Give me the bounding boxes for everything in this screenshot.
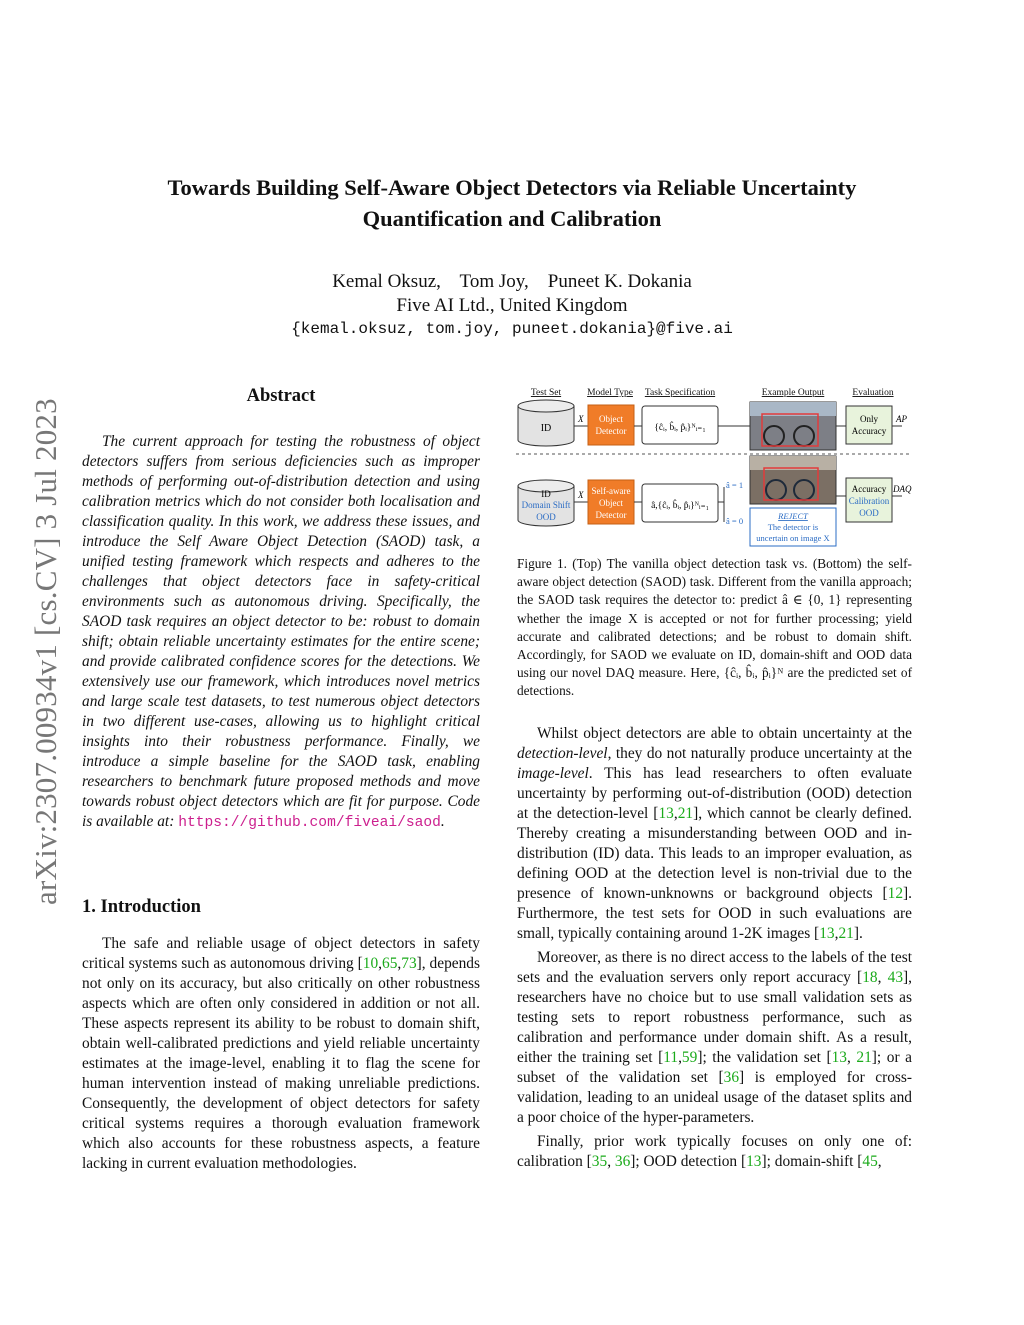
- x-label: X: [578, 490, 584, 500]
- bottom-task-formula: â,{ĉᵢ, b̂ᵢ, p̂ᵢ}ᴺᵢ₌₁: [651, 501, 709, 511]
- citation[interactable]: 65: [382, 955, 398, 972]
- paragraph: Whilst object detectors are able to obtain uncertainty at the detection-level, they do not naturally produce uncertainty at the image-level. This has lead researchers to often evaluate uncertainty by performing out-of-distribution (OOD) detection at the detection-level [13,21], which cannot be clearly defined. Thereby creating a misunderstanding between OOD and in-distribution (ID) data. This leads to an improper evaluation, as defining OOD at the detection level is non-trivial due to the presence of known-unknowns or background objects [12]. Furthermore, the test sets for OOD in such evaluations are small, typically containing around 1-2K images [13,21].: [517, 725, 912, 942]
- emphasis: image-level: [517, 765, 589, 782]
- citation[interactable]: 21: [677, 805, 694, 822]
- citation[interactable]: 13: [658, 805, 674, 822]
- citation[interactable]: 43: [887, 969, 904, 986]
- top-cylinder-cap: [518, 400, 574, 412]
- figure-caption: Figure 1. (Top) The vanilla object detection task vs. (Bottom) the self-aware object detection (SAOD) task. Different from the vanilla approach; the SAOD task requires the detector to: predict â ∈ {0, 1} representing whether the image X is accepted or not for further processing; yield accurate and calibrated detections; and be robust to domain shift. Accordingly, for SAOD we evaluate on ID, domain-shift and OOD data using our novel DAQ measure. Here, {ĉᵢ, b̂ᵢ, p̂ᵢ}ᴺ are the predicted set of detections.: [517, 556, 912, 699]
- x-label: X: [578, 414, 584, 424]
- text: ]; the validation set [: [697, 1049, 832, 1066]
- citation[interactable]: 35: [591, 1153, 608, 1170]
- citation[interactable]: 59: [681, 1049, 698, 1066]
- fig-header-model-type: Model Type: [587, 388, 633, 398]
- authors: Kemal Oksuz, Tom Joy, Puneet K. Dokania: [332, 271, 692, 292]
- accept-flag: â = 1: [726, 480, 744, 490]
- abstract-text: The current approach for testing the robustness of object detectors suffers from serious deficiencies such as improper methods of performing out-of-distribution detection and using calibration metrics which do not consider both localisation and classification quality. In this work, we address these issues, and introduce the Self Aware Object Detection (SAOD) task, a unified testing framework which respects and adheres to the challenges that object detectors face in safety-critical environments such as autonomous driving. Specifically, the SAOD task requires an object detector to be: robust to domain shift; obtain reliable uncertainty estimates for the entire scene; and provide calibrated confidence scores for the detections. We extensively use our framework, which introduces novel metrics and large scale test datasets, to test numerous object detectors in two different use-cases, allowing us to highlight critical insights into their robustness performance. Finally, we introduce a simple baseline for the SAOD task, enabling researchers to benchmark future proposed methods and move towards robust object detectors which are fit for purpose. Code is available at:: [82, 433, 480, 830]
- title-line-1: Towards Building Self-Aware Object Detectors via Reliable Uncertainty: [167, 175, 857, 200]
- citation[interactable]: 36: [614, 1153, 631, 1170]
- reject-text: The detector is: [767, 522, 819, 532]
- bottom-eval-label: OOD: [859, 508, 879, 518]
- top-task-formula: {ĉᵢ, b̂ᵢ, p̂ᵢ}ᴺᵢ₌₁: [654, 423, 706, 433]
- top-eval-label: Only: [860, 414, 878, 424]
- emails: {kemal.oksuz, tom.joy, puneet.dokania}@five.ai: [291, 320, 733, 338]
- code-link[interactable]: https://github.com/fiveai/saod: [178, 815, 441, 831]
- fig-bottom-row: [518, 456, 912, 546]
- citation[interactable]: 13: [819, 925, 835, 942]
- text: ,: [877, 1153, 882, 1170]
- text: ]. Furthermore, the test sets for OOD in such evaluations are small, typically containing around 1-2K images [: [517, 885, 912, 942]
- intro-text: ], depends not only on its accuracy, but also critically on other robustness aspects which are often only considered in addition or not all. These aspects represent its ability to be robust to domain shift, obtain well-calibrated predictions and yield reliable uncertainty estimates at the image-level, enabling it to flag the scene for human intervention instead of making unreliable predictions. Consequently, the development of object detectors for safety critical systems requires a thorough evaluation framework which also accounts for these robustness aspects, a feature lacking in current evaluation methodologies.: [82, 955, 480, 1172]
- fig-top-row: [518, 400, 907, 450]
- citation[interactable]: 12: [887, 885, 904, 902]
- emphasis: detection-level: [517, 745, 608, 762]
- citation[interactable]: 21: [838, 925, 854, 942]
- affiliation: Five AI Ltd., United Kingdom: [396, 295, 628, 316]
- bottom-eval-label: Accuracy: [851, 484, 887, 494]
- top-eval-box: [846, 406, 892, 444]
- arxiv-stamp: arXiv:2307.00934v1 [cs.CV] 3 Jul 2023: [28, 398, 63, 906]
- reject-text: uncertain on image X: [756, 533, 830, 543]
- citation[interactable]: 21: [856, 1049, 872, 1066]
- paper-title: [100, 172, 924, 234]
- text: Whilst object detectors are able to obtain uncertainty at the: [537, 725, 912, 742]
- text: ]; domain-shift [: [761, 1153, 863, 1170]
- citation[interactable]: 13: [831, 1049, 847, 1066]
- citation[interactable]: 73: [401, 955, 417, 972]
- ap-label: AP: [896, 414, 907, 424]
- bottom-test-label: OOD: [536, 512, 556, 522]
- top-eval-label: Accuracy: [851, 426, 887, 436]
- bottom-eval-label: Calibration: [848, 496, 890, 506]
- text: ], researchers have no choice but to use small validation sets as testing sets to report robustness performance, such as calibration and performance under domain shift. As a result, either the training set [: [517, 969, 912, 1066]
- fig-header-evaluation: Evaluation: [852, 388, 894, 398]
- text: ], which cannot be clearly defined. Thereby creating a misunderstanding between OOD and in-distribution (ID) data. This leads to an improper evaluation, as defining OOD at the detection level is non-trivial due to the presence of known-unknowns or background objects [: [517, 805, 912, 902]
- top-model-label: Detector: [595, 426, 627, 436]
- paragraph: Finally, prior work typically focuses on only one of: calibration [35, 36]; OOD detection [13]; domain-shift [45,: [517, 1133, 912, 1170]
- bottom-model-label: Self-aware: [591, 486, 631, 496]
- bottom-test-label: Domain Shift: [521, 500, 571, 510]
- abstract-body: [82, 432, 480, 833]
- reject-title: REJECT: [778, 511, 808, 521]
- bottom-model-label: Detector: [595, 510, 627, 520]
- figure-1: [512, 384, 916, 550]
- top-model-box: [588, 405, 634, 445]
- abstract-end: .: [440, 813, 445, 830]
- text: ]; or a subset of the validation set [: [517, 1049, 912, 1086]
- bottom-test-label: ID: [541, 489, 551, 499]
- intro-paragraph: The safe and reliable usage of object detectors in safety critical systems such as autonomous driving [10,65,73], depends not only on its accuracy, but also critically on other robustness aspects which are often only considered in addition or not all. These aspects represent its ability to be robust to domain shift, obtain well-calibrated predictions and yield reliable uncertainty estimates at the image-level, enabling it to flag the scene for human intervention instead of making unreliable predictions. Consequently, the development of object detectors for safety critical systems requires a thorough evaluation framework which also accounts for these robustness aspects, a feature lacking in current evaluation methodologies.: [82, 935, 480, 1172]
- text: . This has lead researchers to often evaluate uncertainty by performing out-of-distribution (OOD) detection at the detection-level [: [517, 765, 912, 822]
- citation[interactable]: 11: [663, 1049, 679, 1066]
- text: Moreover, as there is no direct access to the labels of the test sets and the evaluation servers only report accuracy [: [517, 949, 912, 986]
- text: ] is employed for cross-validation, leading to an unideal usage of the dataset splits and a poor choice of the hyper-parameters.: [517, 1069, 912, 1126]
- citation[interactable]: 18: [862, 969, 878, 986]
- fig-header-example-output: Example Output: [761, 388, 825, 398]
- text: , they do not naturally produce uncertainty at the: [607, 745, 912, 762]
- daq-label: DAQ: [893, 484, 912, 494]
- intro-heading: 1. Introduction: [82, 897, 201, 917]
- fig-header-task-spec: Task Specification: [644, 388, 716, 398]
- citation[interactable]: 10: [362, 955, 379, 972]
- reject-flag: â = 0: [726, 516, 744, 526]
- text: ]; OOD detection [: [630, 1153, 747, 1170]
- abstract-heading: Abstract: [246, 386, 316, 406]
- title-line-2: Quantification and Calibration: [362, 206, 662, 231]
- fig-header-test-set: Test Set: [530, 388, 562, 398]
- author-block: [200, 270, 824, 318]
- paragraph: Moreover, as there is no direct access to the labels of the test sets and the evaluation servers only report accuracy [18, 43], researchers have no choice but to use small validation sets as testing sets to report robustness performance, such as calibration and performance under domain shift. As a result, either the training set [11,59]; the validation set [13, 21]; or a subset of the validation set [36] is employed for cross-validation, leading to an unideal usage of the dataset splits and a poor choice of the hyper-parameters.: [517, 949, 912, 1126]
- bottom-model-label: Object: [599, 498, 623, 508]
- right-column: [517, 724, 912, 1172]
- text: ].: [853, 925, 863, 942]
- citation[interactable]: 36: [723, 1069, 740, 1086]
- intro-text: The safe and reliable usage of object detectors in safety critical systems such as autonomous driving [: [82, 935, 480, 972]
- top-test-label: ID: [540, 423, 552, 434]
- citation[interactable]: 13: [746, 1153, 762, 1170]
- citation[interactable]: 45: [862, 1153, 878, 1170]
- text: Finally, prior work typically focuses on only one of: calibration [: [517, 1133, 912, 1170]
- top-model-label: Object: [599, 414, 623, 424]
